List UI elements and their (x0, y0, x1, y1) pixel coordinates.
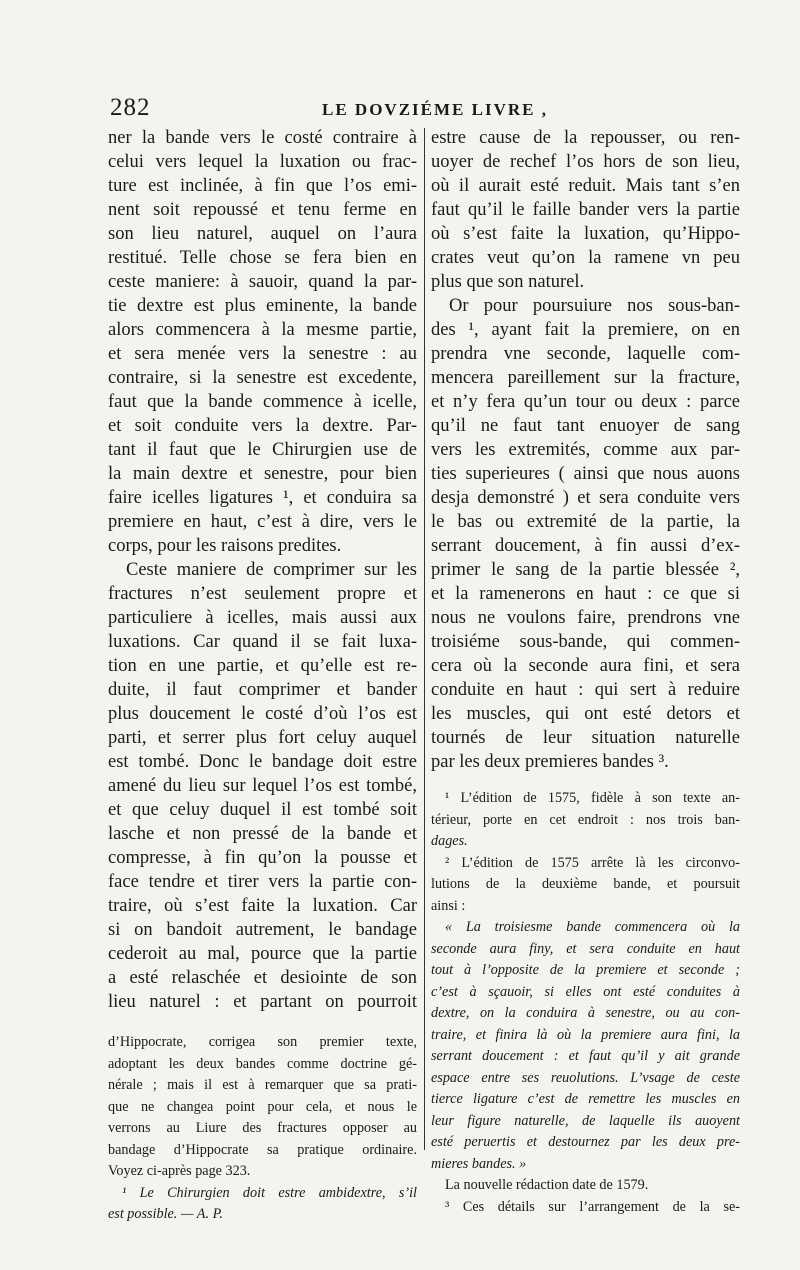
body-line: traire, où s’est faite la luxation. Car (108, 896, 417, 916)
body-line: les muscles, qui ont esté detors et (431, 704, 740, 724)
body-line: uoyer de rechef l’os hors de son lieu, (431, 152, 740, 172)
body-line: des ¹, ayant fait la premiere, on en (431, 320, 740, 340)
body-line: compresse, à fin qu’on la pousse et (108, 848, 417, 868)
footnote-line: seconde aura finy, et sera conduite en haut (431, 940, 740, 957)
body-line: si on bandoit autrement, le bandage (108, 920, 417, 940)
left-column (108, 126, 417, 1226)
body-line: par les deux premieres bandes ³. (431, 752, 669, 772)
body-line: et soit conduite vers la dextre. Par- (108, 416, 417, 436)
body-line: cera où la seconde aura fini, et sera (431, 656, 740, 676)
footnote-line: esté peruertis et destournez par les deux pre- (431, 1134, 740, 1150)
body-line: où s’est faite la luxation, qu’Hippo- (431, 224, 740, 244)
body-line: lasche et non pressé de la bande et (108, 824, 417, 844)
body-line: celui vers lequel la luxation ou frac- (108, 152, 417, 172)
footnote-line: « La troisiesme bande commencera où la (445, 919, 740, 935)
footnote-line: que ne changea point pour cela, et nous le (108, 1098, 417, 1115)
body-line: vers les extremités, comme aux par- (431, 440, 740, 460)
body-line: est tombé. Donc le bandage doit estre (108, 752, 417, 772)
body-line: ties superieures ( ainsi que nous auons (431, 464, 740, 484)
body-line: faut que la bande commence à icelle, (108, 392, 417, 412)
body-line: qu’il ne faut tant enuoyer de sang (431, 416, 740, 436)
body-line: faire icelles ligatures ¹, et conduira sa (108, 488, 417, 508)
footnote-line: bandage d’Hippocrate sa pratique ordinaire. (108, 1141, 417, 1158)
footnote-line: ¹ Le Chirurgien doit estre ambidextre, s’il (122, 1184, 417, 1201)
body-line: duite, il faut comprimer et bander (108, 680, 417, 700)
footnote-line: c’est à sçauoir, si elles ont esté conduites à (431, 983, 740, 1000)
body-line: tant il faut que le Chirurgien use de (108, 440, 417, 460)
body-line: faut qu’il le faille bander vers la partie (431, 200, 740, 220)
body-line: son lieu naturel, auquel on l’aura (108, 224, 417, 244)
body-line: serrant doucement, à fin aussi d’ex- (431, 536, 740, 556)
body-line: conduite en haut : qui sert à reduire (431, 680, 740, 700)
body-line: cederoit au mal, pource que la partie (108, 944, 417, 964)
body-line: nent soit repoussé et tenu ferme en (108, 200, 417, 220)
body-line: amené du lieu sur lequel l’os est tombé, (108, 776, 417, 796)
footnote-line: serrant doucement : et faut qu’il y ait grande (431, 1048, 740, 1064)
body-line: Or pour poursuiure nos sous-ban- (449, 296, 740, 316)
body-line: et la ramenerons en haut : ce que si (431, 584, 740, 604)
left-footnotes (108, 1032, 417, 1226)
body-line: tie dextre est plus eminente, la bande (108, 296, 417, 316)
body-line: et que celuy duquel il est tombé soit (108, 800, 417, 820)
footnote-line: lutions de la deuxième bande, et poursuit (431, 876, 740, 892)
body-line: lieu naturel : et partant on pourroit (108, 992, 417, 1012)
body-line: crates veut qu’on la ramene vn peu (431, 248, 740, 268)
body-line: où il aurait esté reduit. Mais tant s’en (431, 176, 740, 196)
body-line: premiere en haut, c’est à dire, vers le (108, 512, 417, 532)
footnote-line: dextre, on la conduira à senestre, ou au con- (431, 1005, 740, 1021)
right-body-text (431, 126, 740, 774)
page-number: 282 (110, 94, 151, 121)
right-footnotes (431, 788, 740, 1218)
footnote-line: Voyez ci-après page 323. (108, 1163, 251, 1179)
body-line: tion en une partie, et qu’elle est re- (108, 656, 417, 676)
footnote-line: leur figure naturelle, de laquelle ils auoyent (431, 1112, 740, 1129)
body-line: face tendre et tirer vers la partie con- (108, 872, 417, 892)
footnote-line: d’Hippocrate, corrigea son premier texte, (108, 1034, 417, 1050)
footnote-line: ² L’édition de 1575 arrête là les circonvo- (445, 854, 740, 871)
body-line: la main dextre et senestre, pour bien (108, 464, 417, 484)
footnote-line: dages. (431, 833, 468, 849)
body-line: mencera pareillement sur la fracture, (431, 368, 740, 388)
footnote-line: ¹ L’édition de 1575, fidèle à son texte an- (445, 790, 740, 806)
footnote-line: La nouvelle rédaction date de 1579. (445, 1177, 649, 1193)
body-line: a esté relaschée et desiointe de son (108, 968, 417, 988)
body-line: plus doucement le costé d’où l’os est (108, 704, 417, 724)
footnote-line: verrons au Liure des fractures opposer au (108, 1120, 417, 1136)
body-line: troisiéme sous-bande, qui commen- (431, 632, 740, 652)
footnote-line: est possible. — A. P. (108, 1206, 223, 1222)
body-line: estre cause de la repousser, ou ren- (431, 128, 740, 148)
body-line: contraire, si la senestre est excedente, (108, 368, 417, 388)
body-line: parti, et serrer plus fort celuy auquel (108, 728, 417, 748)
footnote-line: térieur, porte en cet endroit : nos trois ban- (431, 811, 740, 828)
footnote-line: espace entre ses reuolutions. L’vsage de ceste (431, 1069, 740, 1086)
left-body-text (108, 126, 417, 1014)
body-line: prendra vne seconde, laquelle com- (431, 344, 740, 364)
body-line: le bas ou extremité de la partie, la (431, 512, 740, 532)
body-line: et sera menée vers la senestre : au (108, 344, 417, 364)
page-header (110, 94, 740, 124)
column-rule (424, 128, 425, 1150)
footnote-line: nérale ; mais il est à remarquer que sa prati- (108, 1077, 417, 1093)
body-line: restitué. Telle chose se fera bien en (108, 248, 417, 268)
body-line: alors commencera à la mesme partie, (108, 320, 417, 340)
running-title: LE DOVZIÉME LIVRE , (322, 100, 548, 119)
footnote-line: mieres bandes. » (431, 1155, 527, 1172)
body-line: tournés de leur situation naturelle (431, 728, 740, 748)
body-line: Ceste maniere de comprimer sur les (126, 560, 417, 580)
body-line: luxations. Car quand il se fait luxa- (108, 632, 417, 652)
body-line: ner la bande vers le costé contraire à (108, 128, 417, 148)
body-line: primer le sang de la partie blessée ², (431, 560, 740, 580)
footnote-line: ³ Ces détails sur l’arrangement de la se- (445, 1198, 740, 1215)
body-line: particuliere à icelles, mais aussi aux (108, 608, 417, 628)
footnote-line: tout à l’opposite de la premiere et seconde ; (431, 962, 740, 978)
footnote-line: adoptant les deux bandes comme doctrine gé- (108, 1055, 417, 1072)
body-line: ceste maniere: à sauoir, quand la par- (108, 272, 417, 292)
body-line: corps, pour les raisons predites. (108, 536, 342, 556)
body-line: ture est inclinée, à fin que l’os emi- (108, 176, 417, 196)
body-line: plus que son naturel. (431, 272, 585, 292)
footnote-line: traire, et finira là où la premiere aura fini, la (431, 1026, 740, 1043)
footnote-line: ainsi : (431, 897, 466, 914)
footnote-line: tierce ligature c’est de remettre les muscles en (431, 1091, 740, 1107)
body-line: et n’y fera qu’un tour ou deux : parce (431, 392, 740, 412)
right-column (431, 126, 740, 1218)
body-line: fractures n’est seulement propre et (108, 584, 417, 604)
body-line: nous ne voulons faire, prendrons vne (431, 608, 740, 628)
body-line: desja demonstré ) et sera conduite vers (431, 488, 740, 508)
